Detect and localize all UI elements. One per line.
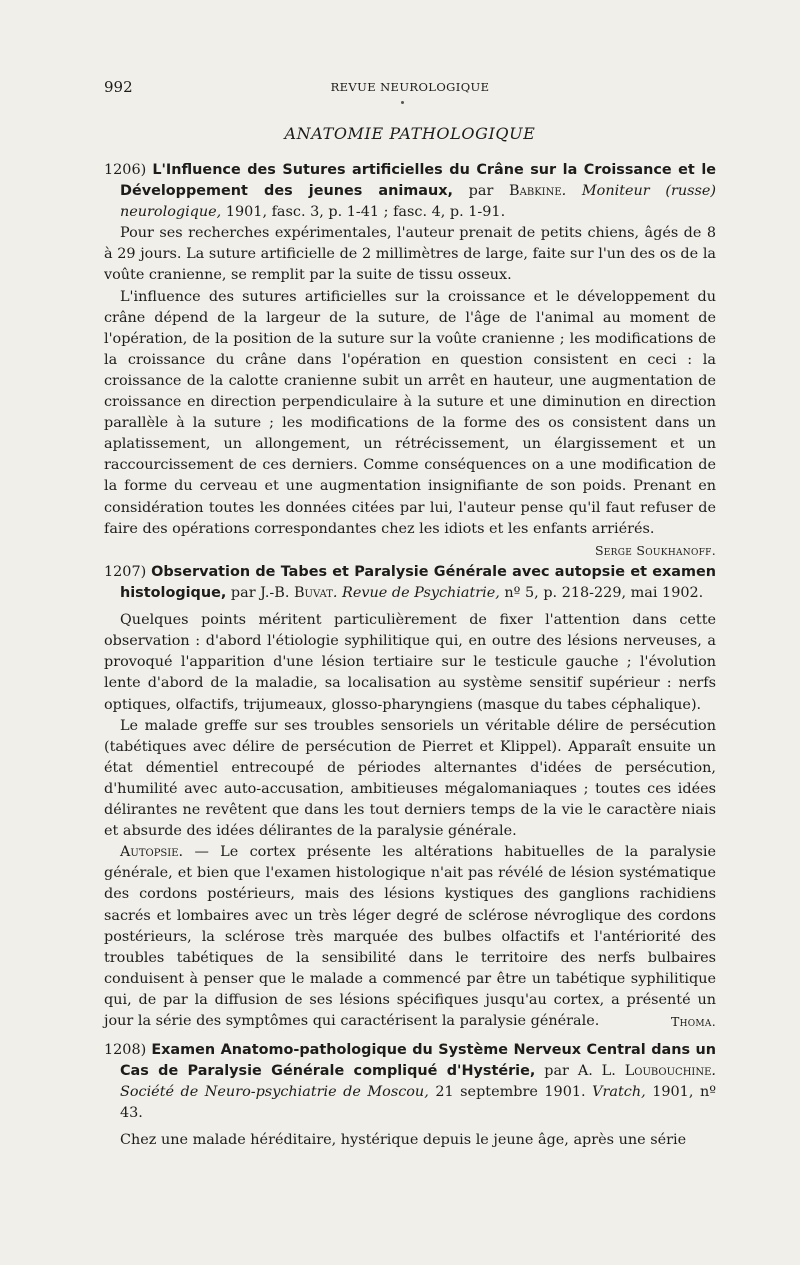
entry-number: 1207) — [104, 564, 147, 580]
section-title: ANATOMIE PATHOLOGIQUE — [284, 124, 536, 143]
entry-title: Examen Anatomo-pathologique du Système Nerveux Central dans un Cas de Paralysie Générale compliqué d'Hystérie, — [120, 1042, 716, 1080]
autopsy-label: Autopsie. — [120, 844, 184, 861]
paragraph: Quelques points méritent particulièrement de fixer l'attention dans cette observation : d'abord l'étiologie syphilitique qui, en outre des lésions nerveuses, a provoqué l'apparition d'une lésion tertiaire sur le testicule gauche ; l'évolution lente d'abord de la maladie, sa localisation au système sensitif supérieur : nerfs optiques, olfactifs, trijumeaux, glosso-pharyngiens (masque du tabes céphalique). — [104, 612, 716, 713]
entry-details: 21 septembre 1901. — [428, 1084, 593, 1101]
entry-details: nº 5, p. 218-229, mai 1902. — [499, 585, 704, 602]
entry-by: par — [535, 1063, 578, 1080]
paragraph: Le malade greffe sur ses troubles sensoriels un véritable délire de persécution (tabétiques avec délire de persécution de Pierret et Klippel). Apparaît ensuite un état démentiel entrecoupé de périodes alternantes d'idées de persécution, d'humilité avec auto-accusation, ambitieuses mégalomaniaques ; toutes ces idées délirantes ne revêtent que dans les tout derniers temps de la vie le caractère niais et absurde des idées délirantes de la paralysie générale. — [104, 717, 716, 840]
entry-author: A. L. Loubouchine — [577, 1063, 712, 1080]
entry-source-2: Vratch, — [592, 1084, 646, 1101]
autopsy-paragraph — [104, 842, 716, 1032]
entry-heading — [104, 1040, 716, 1124]
entry-author: J.-B. Buvat — [260, 585, 333, 602]
entry-1206 — [104, 160, 716, 561]
signature: Serge Soukhanoff. — [594, 542, 716, 558]
page-number: 992 — [104, 78, 133, 96]
paragraph: L'influence des sutures artificielles sur la croissance et le développement du crâne dépend de la largeur de la suture, de l'âge de l'animal au moment de l'opération, de la position de la suture sur la voûte cranienne ; les modifications de la croissance du crâne dans l'opération en question consistent en ceci : la croissance de la calotte cranienne subit un arrêt en hauteur, une augmentation de croissance en direction perpendiculaire à la suture et une diminution en direction parallèle à la suture ; les modifications de la forme des os consistent dans un aplatissement, un allongement, un rétrécissement, un élargissement et un raccourcissement de ces derniers. Comme conséquences on a une modification de la forme du cerveau et une augmentation insignifiante de son poids. Prenant en considération toutes les données citées par lui, l'auteur pense qu'il faut refuser de faire des opérations correspondantes chez les idiots et les enfants arriérés. — [104, 288, 716, 537]
entry-source: . Société de Neuro-psychiatrie de Moscou, — [120, 1063, 716, 1101]
entry-heading — [104, 160, 716, 223]
entry-number: 1208) — [104, 1042, 147, 1058]
running-head: REVUE NEUROLOGIQUE — [330, 80, 490, 94]
entry-details: 1901, fasc. 3, p. 1-41 ; fasc. 4, p. 1-91. — [221, 204, 506, 221]
entry-by: par — [453, 183, 510, 200]
ornament-dot — [401, 101, 404, 104]
entry-1207 — [104, 562, 716, 1032]
entry-1208 — [104, 1040, 716, 1151]
paragraph: Chez une malade héréditaire, hystérique depuis le jeune âge, après une série — [120, 1132, 687, 1149]
entry-heading — [104, 562, 716, 604]
entry-title: Observation de Tabes et Paralysie Générale avec autopsie et examen histologique, — [120, 564, 717, 602]
entry-author: Babkine — [509, 183, 562, 200]
signature: Thoma. — [670, 1013, 716, 1029]
paragraph: Pour ses recherches expérimentales, l'auteur prenait de petits chiens, âgés de 8 à 29 jours. La suture artificielle de 2 millimètres de large, faite sur l'un des os de la voûte cranienne, se remplit par la suite de tissu osseux. — [104, 225, 716, 284]
entry-title: L'Influence des Sutures artificielles du Crâne sur la Croissance et le Développement des jeunes animaux, — [120, 162, 717, 200]
entry-by: par — [226, 585, 261, 602]
entry-source: . Revue de Psychiatrie, — [332, 585, 500, 602]
entry-number: 1206) — [104, 162, 147, 178]
entry-details-2: 1901, nº 43. — [120, 1084, 716, 1122]
entry-source: . Moniteur (russe) neurologique, — [120, 183, 716, 221]
autopsy-text: — Le cortex présente les altérations habituelles de la paralysie générale, et bien que l'examen histologique n'ait pas révélé de lésion systématique des cordons postérieurs, mais des lésions kystiques des ganglions rachidiens sacrés et lombaires avec un très léger degré de sclérose névroglique des cordons postérieurs, la sclérose très marquée des bulbes olfactifs et l'antériorité des troubles tabétiques de la sensibilité dans le territoire des nerfs bulbaires conduisent à penser que le malade a commencé par être un tabétique syphilitique qui, de par la diffusion de ses lésions spécifiques jusqu'au cortex, a présenté un jour la série des symptômes qui caractérisent la paralysie générale. — [104, 844, 716, 1029]
page-header — [104, 78, 716, 98]
